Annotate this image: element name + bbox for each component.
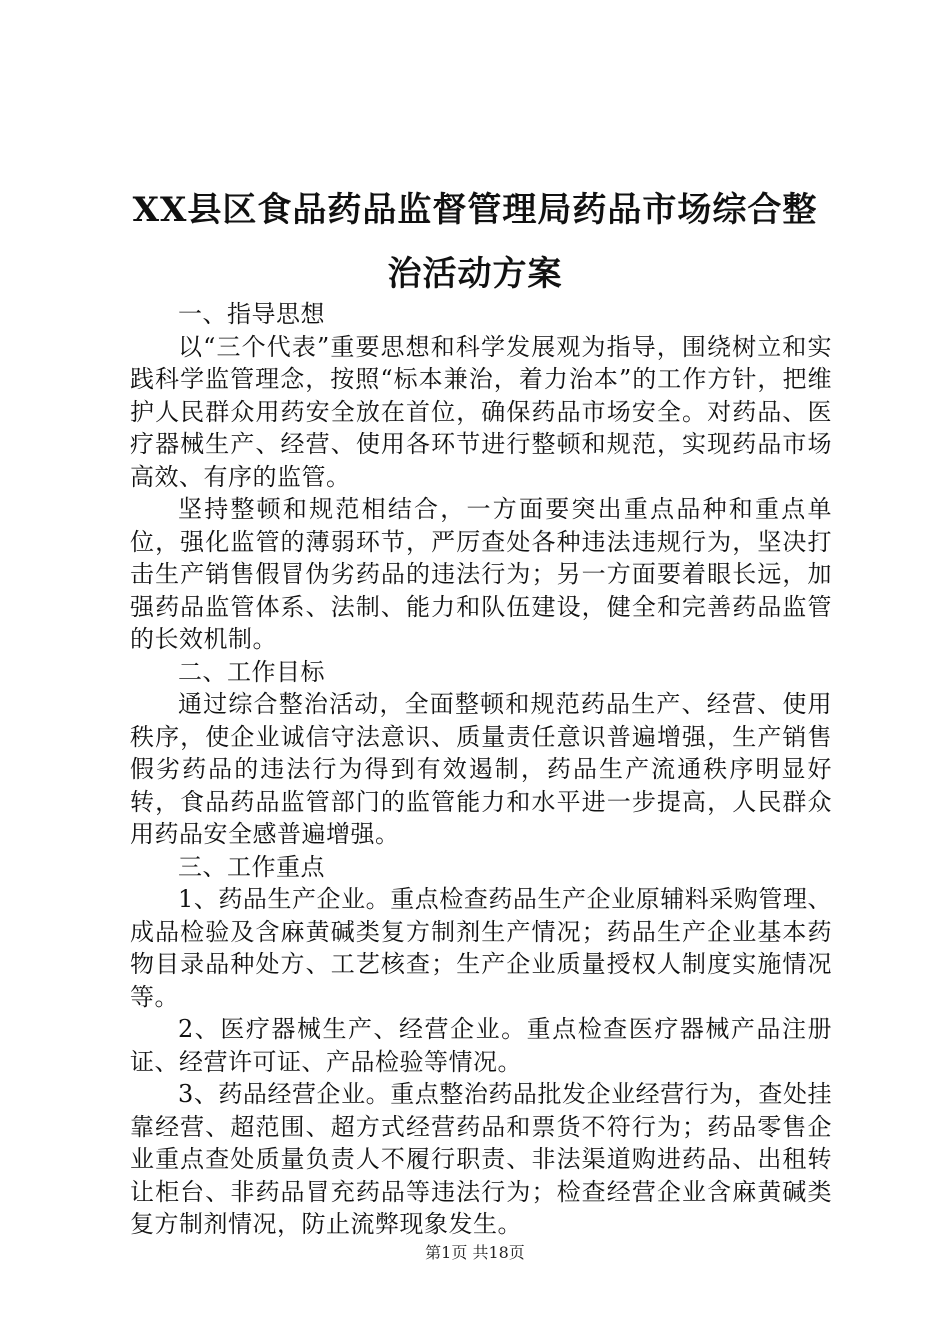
paragraph-focus-device-enterprises: 2、医疗器械生产、经营企业。重点检查医疗器械产品注册证、经营许可证、产品检验等情况。: [130, 1015, 832, 1076]
section-heading-work-focus: 三、工作重点: [178, 852, 325, 881]
paragraph-rectification-approach: 坚持整顿和规范相结合，一方面要突出重点品种和重点单位，强化监管的薄弱环节，严厉查处各种违法违规行为，坚决打击生产销售假冒伪劣药品的违法行为；另一方面要着眼长远，加强药品监管体系、法制、能力和队伍建设，健全和完善药品监管的长效机制。: [130, 495, 832, 653]
section-heading-guiding-thought: 一、指导思想: [178, 300, 325, 328]
document-title: [120, 178, 830, 306]
section-heading-work-goals: 二、工作目标: [178, 657, 325, 686]
title-line-1: XX县区食品药品监督管理局药品市场综合整: [132, 190, 818, 230]
page-number-footer: 第1页 共18页: [425, 1243, 525, 1262]
paragraph-work-goals: 通过综合整治活动，全面整顿和规范药品生产、经营、使用秩序，使企业诚信守法意识、质量责任意识普遍增强，生产销售假劣药品的违法行为得到有效遏制，药品生产流通秩序明显好转，食品药品监管部门的监管能力和水平进一步提高，人民群众用药品安全感普遍增强。: [130, 690, 832, 848]
paragraph-guiding-principle: 以“三个代表”重要思想和科学发展观为指导，围绕树立和实践科学监管理念，按照“标本兼治，着力治本”的工作方针，把维护人民群众用药安全放在首位，确保药品市场安全。对药品、医疗器械生产、经营、使用各环节进行整顿和规范，实现药品市场高效、有序的监管。: [130, 332, 832, 491]
paragraph-focus-drug-distributors: 3、药品经营企业。重点整治药品批发企业经营行为，查处挂靠经营、超范围、超方式经营药品和票货不符行为；药品零售企业重点查处质量负责人不履行职责、非法渠道购进药品、出租转让柜台、非药品冒充药品等违法行为；检查经营企业含麻黄碱类复方制剂情况，防止流弊现象发生。: [130, 1080, 832, 1238]
document-body: [130, 298, 832, 1241]
title-line-2: 治活动方案: [387, 254, 563, 294]
paragraph-focus-drug-producers: 1、药品生产企业。重点检查药品生产企业原辅料采购管理、成品检验及含麻黄碱类复方制剂生产情况；药品生产企业基本药物目录品种处方、工艺核查；生产企业质量授权人制度实施情况等。: [130, 885, 832, 1011]
